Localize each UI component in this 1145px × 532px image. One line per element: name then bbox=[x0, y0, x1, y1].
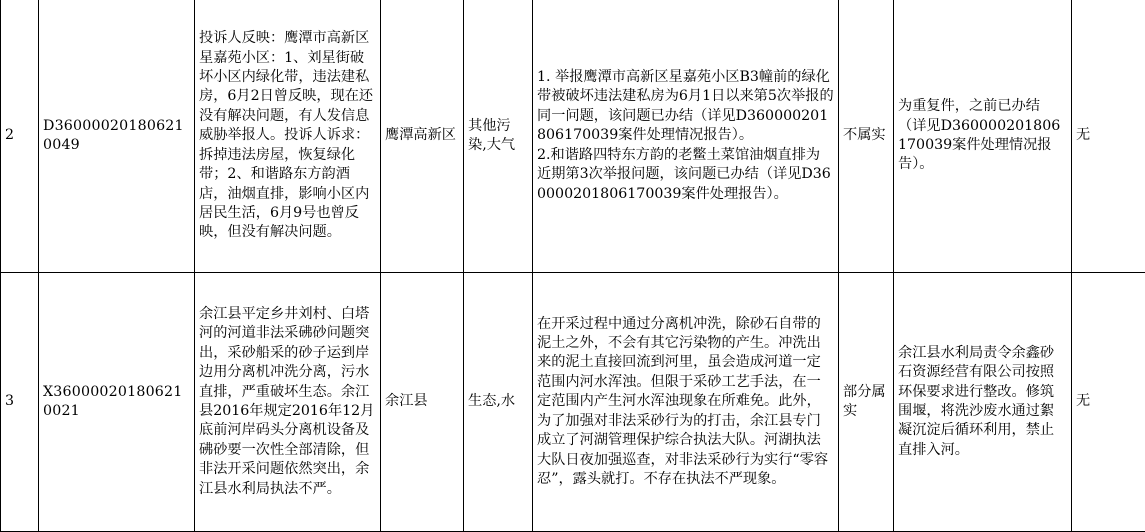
row-index: 2 bbox=[1, 0, 39, 273]
finding-item: 在开采过程中通过分离机冲洗，除砂石自带的泥土之外，不会有其它污染物的产生。冲洗出来的泥土直接回流到河里，虽会造成河道一定范围内河水浑浊。但限于采砂工艺手法，在一定范围内产生河水浑浊现象在所难免。此外，为了加强对非法采砂行为的打击，余江县专门成立了河湖管理保护综合执法大队。河湖执法大队日夜加强巡查，对非法采砂行为实行“零容忍”，露头就打。不存在执法不严现象。 bbox=[537, 315, 834, 490]
finding-item: 2.和谐路四特东方韵的老鳖土菜馆油烟直排为近期第3次举报问题，该问题已办结（详见D360000201806170039案件处理报告）。 bbox=[537, 146, 834, 204]
table-row bbox=[1, 0, 1145, 273]
pollution-type: 生态,水 bbox=[464, 273, 533, 532]
case-id: X360000201806210021 bbox=[39, 273, 195, 532]
investigation-findings bbox=[533, 273, 839, 532]
table-row bbox=[1, 273, 1145, 532]
row-index: 3 bbox=[1, 273, 39, 532]
verdict: 部分属实 bbox=[839, 273, 894, 532]
verdict: 不属实 bbox=[839, 0, 894, 273]
district: 鹰潭高新区 bbox=[381, 0, 464, 273]
accountability: 无 bbox=[1072, 0, 1145, 273]
accountability: 无 bbox=[1072, 273, 1145, 532]
case-id: D360000201806210049 bbox=[39, 0, 195, 273]
district: 余江县 bbox=[381, 273, 464, 532]
handling-result: 为重复件，之前已办结（详见D360000201806170039案件处理情况报告）。 bbox=[894, 0, 1072, 273]
investigation-findings bbox=[533, 0, 839, 273]
complaint-summary: 投诉人反映：鹰潭市高新区星嘉苑小区：1、刘星街破坏小区内绿化带，违法建私房，6月2日曾反映，现在还没有解决问题，有人发信息威胁举报人。投诉人诉求：拆掉违法房屋，恢复绿化带；2、和谐路东方韵酒店，油烟直排，影响小区内居民生活，6月9号也曾反映，但没有解决问题。 bbox=[195, 0, 381, 273]
finding-item: 1. 举报鹰潭市高新区星嘉苑小区B3幢前的绿化带被破坏违法建私房为6月1日以来第5次举报的同一问题，该问题已办结（详见D360000201806170039案件处理情况报告）。 bbox=[537, 68, 834, 146]
complaint-summary: 余江县平定乡井刘村、白塔河的河道非法采砩砂问题突出，采砂船采的砂子运到岸边用分离机冲洗分离，污水直排，严重破坏生态。余江县2016年规定2016年12月底前河岸码头分离机设备及砩砂要一次性全部清除，但非法开采问题依然突出，余江县水利局执法不严。 bbox=[195, 273, 381, 532]
handling-result: 余江县水利局责令余鑫砂石资源经营有限公司按照环保要求进行整改。修筑围堰，将洗沙废水通过絮凝沉淀后循环利用，禁止直排入河。 bbox=[894, 273, 1072, 532]
pollution-type: 其他污染,大气 bbox=[464, 0, 533, 273]
